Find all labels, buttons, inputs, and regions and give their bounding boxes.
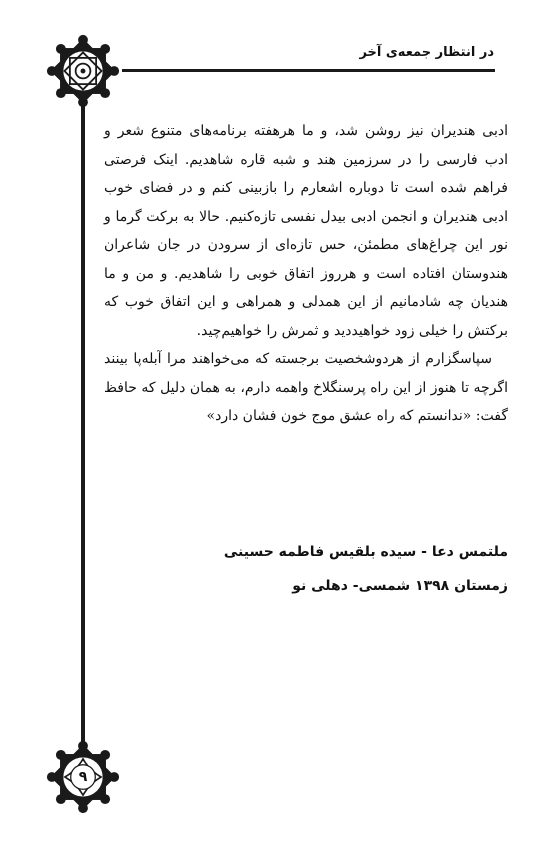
signature-line: ملتمس دعا - سیده بلقیس فاطمه حسینی: [223, 544, 508, 560]
page-number: ۹: [78, 769, 88, 785]
top-rosette-ornament-icon: [42, 30, 124, 112]
paragraph: ادبی هندیران نیز روشن شد، و ما هرهفته برنامه‌های متنوع شعر و ادب فارسی را در سرزمین هند و شبه قاره شاهدیم. اینک فرصتی فراهم شده است تا دوباره اشعارم را بازبینی کنم و در فضای خوب ادبی هندیران و انجمن ادبی بیدل نفسی تازه‌کنیم. حالا به برکت گرما و نور این چراغ‌های مطمئن، حس تازه‌ای از سرودن در جان شاعران هندوستان افتاده است و هرروز اتفاق خوبی را شاهدیم. و من و ما هندیان چه شادمانیم از این همدلی و همراهی و این اتفاق خوب که برکتش را خیلی زود خواهیددید و ثمرش را خواهیم‌چید.: [104, 123, 508, 339]
paragraph: سپاسگزارم از هردوشخصیت برجسته که می‌خواهند مرا آبله‌پا بینند اگرچه تا هنوز از این راه پرسنگلاخ واهمه دارم، به همان دلیل که حافظ گفت: «ندانستم که راه عشق موج خون فشان دارد»: [104, 351, 508, 424]
header-rule: [122, 69, 495, 72]
body-text: [104, 117, 508, 431]
running-header-title: در انتظار جمعه‌ی آخر: [359, 45, 494, 60]
date-place-line: زمستان ۱۳۹۸ شمسی- دهلی نو: [292, 578, 508, 594]
vertical-border-line: [81, 92, 85, 757]
